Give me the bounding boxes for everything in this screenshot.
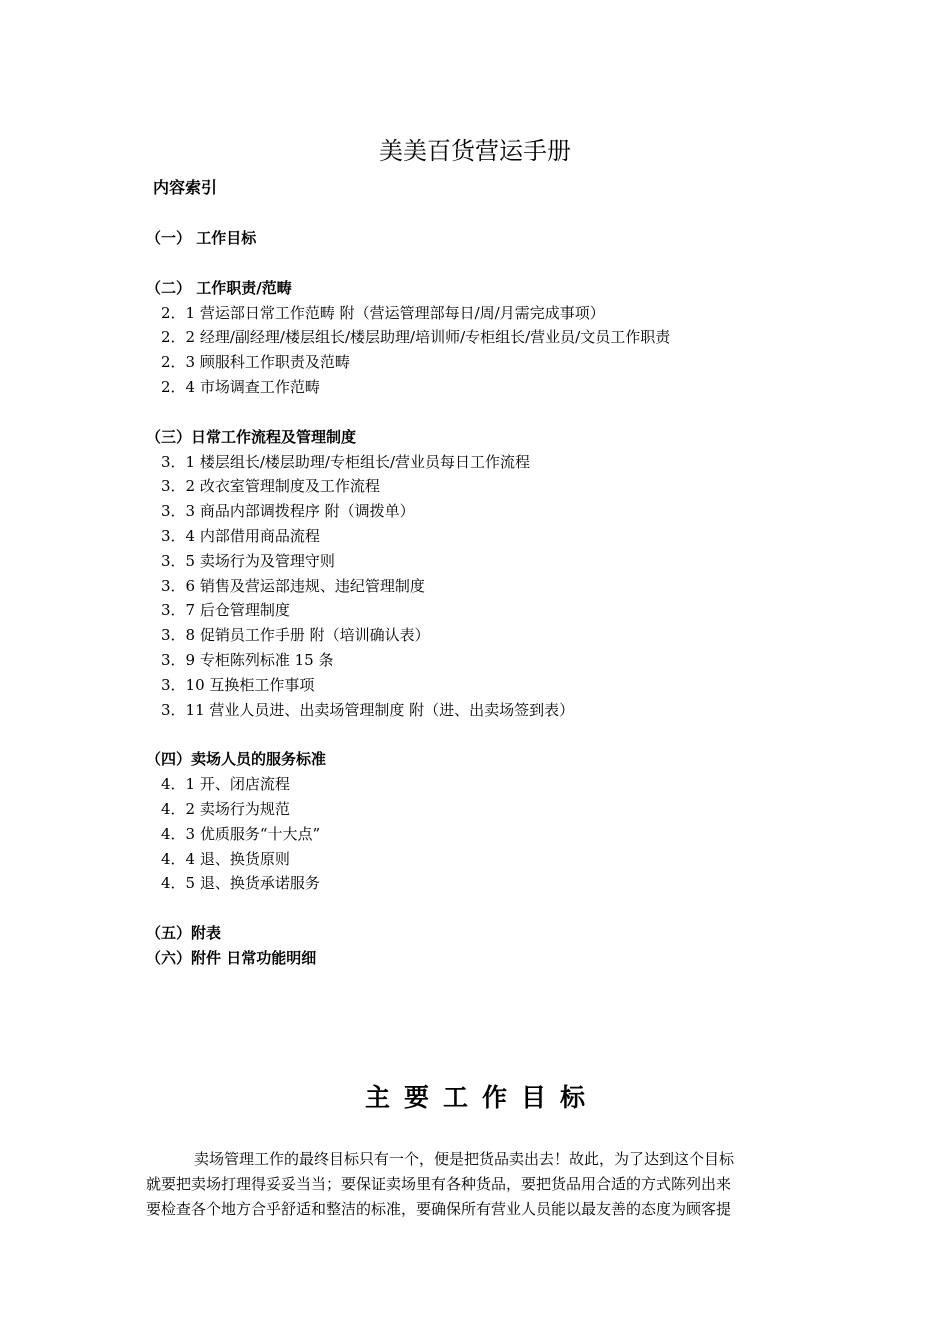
toc-item: 3．6 销售及营运部违规、违纪管理制度 — [161, 576, 425, 595]
toc-item: 4．1 开、闭店流程 — [161, 775, 290, 794]
toc-item: 2．1 营运部日常工作范畴 附（营运管理部每日/周/月需完成事项） — [161, 303, 605, 322]
toc-item: 2．3 顾服科工作职责及范畴 — [161, 353, 350, 372]
toc-item: 3．4 内部借用商品流程 — [161, 526, 320, 545]
toc-section — [146, 226, 846, 251]
body-line: 卖场管理工作的最终目标只有一个，便是把货品卖出去！故此，为了达到这个目标 — [194, 1150, 735, 1168]
toc-item: 4．4 退、换货原则 — [161, 849, 290, 868]
toc-item: 2．2 经理/副经理/楼层组长/楼层助理/培训师/专柜组长/营业员/文员工作职责 — [161, 328, 671, 347]
table-of-contents — [146, 226, 846, 996]
toc-section-title: （一） 工作目标 — [146, 229, 257, 247]
toc-section — [146, 425, 846, 723]
toc-item: 3．2 改衣室管理制度及工作流程 — [161, 477, 380, 496]
toc-item: 3．10 互换柜工作事项 — [161, 675, 315, 694]
toc-section-title: （二） 工作职责/范畴 — [146, 278, 292, 297]
toc-section-title: （四）卖场人员的服务标准 — [146, 750, 327, 769]
toc-item: 2．4 市场调查工作范畴 — [161, 377, 320, 396]
toc-item: 3．11 营业人员进、出卖场管理制度 附（进、出卖场签到表） — [161, 700, 575, 719]
body-line: 要检查各个地方合乎舒适和整洁的标准，要确保所有营业人员能以最友善的态度为顾客提 — [146, 1200, 732, 1218]
document-title: 美美百货营运手册 — [379, 137, 571, 165]
body-line: 就要把卖场打理得妥妥当当；要保证卖场里有各种货品，要把货品用合适的方式陈列出来 — [146, 1175, 732, 1193]
toc-item: 4．5 退、换货承诺服务 — [161, 874, 320, 893]
toc-item: 3．3 商品内部调拨程序 附（调拨单） — [161, 502, 415, 521]
toc-section-title: （三）日常工作流程及管理制度 — [146, 427, 357, 446]
body-paragraph — [146, 1147, 806, 1222]
toc-item: 3．8 促销员工作手册 附（培训确认表） — [161, 626, 430, 645]
toc-section-title: （五）附表 — [146, 924, 222, 943]
toc-item: 3．9 专柜陈列标准 15 条 — [161, 650, 334, 669]
toc-item: 3．5 卖场行为及管理守则 — [161, 551, 335, 570]
toc-section — [146, 747, 846, 896]
toc-item: 3．7 后仓管理制度 — [161, 601, 290, 620]
toc-item: 4．2 卖场行为规范 — [161, 799, 290, 818]
toc-section — [146, 921, 846, 946]
toc-heading: 内容索引 — [153, 178, 218, 197]
toc-item: 4．3 优质服务“十大点” — [161, 824, 321, 843]
toc-section-title: （六）附件 日常功能明细 — [146, 948, 317, 967]
toc-item: 3．1 楼层组长/楼层助理/专柜组长/营业员每日工作流程 — [161, 452, 531, 471]
toc-section — [146, 276, 846, 400]
section-main-title: 主要工作目标 — [364, 1083, 599, 1112]
toc-section — [146, 946, 846, 971]
